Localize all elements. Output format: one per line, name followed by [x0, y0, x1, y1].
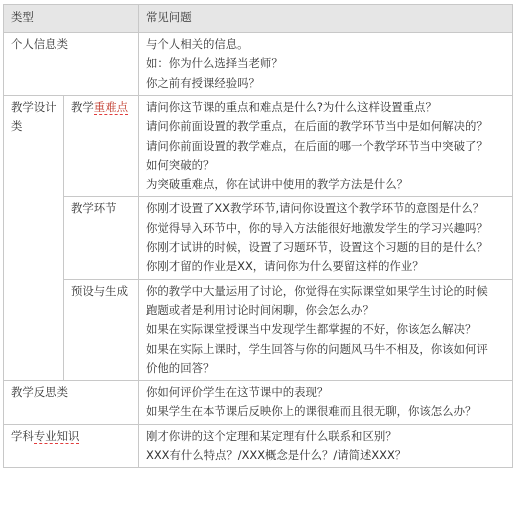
question-line: 请问你前面设置的教学难点，在后面的哪一个教学环节当中突破了？ — [146, 138, 488, 153]
question-line: 如果在实际上课时，学生回答与你的问题风马牛不相及，你该如何评 — [146, 341, 488, 356]
question-line: 跑题或者是利用讨论时间闲聊，你会怎么办？ — [146, 302, 374, 317]
question-line: 你刚才试讲的时候，设置了习题环节，设置这个习题的目的是什么？ — [146, 240, 488, 255]
category-personal: 个人信息类 — [4, 33, 139, 96]
subcategory-keypoints — [64, 96, 139, 197]
subcategory-keypoints-prefix: 教学 — [71, 100, 94, 114]
question-line: 与个人相关的信息。 — [146, 37, 249, 51]
category-design-label: 教学设计 — [11, 100, 57, 114]
table-row-design-preset — [4, 279, 513, 380]
question-line: 你如何评价学生在这节课中的表现？ — [146, 385, 329, 400]
question-line: 请问你前面设置的教学重点，在后面的教学环节当中是如何解决的？ — [146, 119, 488, 134]
question-line: 为突破重难点，你在试讲中使用的教学方法是什么？ — [146, 177, 409, 192]
questions-preset — [139, 279, 513, 380]
questions-keypoints — [139, 96, 513, 197]
question-line: 如果学生在本节课后反映你上的课很难而且很无聊，你该怎么办？ — [146, 404, 477, 419]
category-design — [4, 96, 64, 381]
question-line: 如何突破的？ — [146, 157, 215, 172]
questions-personal — [139, 33, 513, 96]
questions-steps — [139, 197, 513, 279]
category-subject-prefix: 学科 — [11, 428, 34, 443]
questions-subject — [139, 424, 513, 468]
table-row-personal — [4, 33, 513, 96]
header-questions: 常见问题 — [139, 5, 513, 33]
subcategory-preset: 预设与生成 — [64, 279, 139, 380]
table-row-reflection — [4, 381, 513, 425]
question-line: 你的教学中大量运用了讨论，你觉得在实际课堂如果学生讨论的时候 — [146, 283, 488, 298]
question-line: 你刚才留的作业是XX，请问你为什么要留这样的作业？ — [146, 259, 424, 274]
table-row-subject — [4, 424, 513, 468]
question-line: 如果在实际课堂授课当中发现学生都掌握的不好，你该怎么解决？ — [146, 322, 477, 337]
question-line: 如：你为什么选择当老师？ — [146, 56, 283, 71]
table-header-row — [4, 5, 513, 33]
question-line: 价他的回答？ — [146, 360, 215, 375]
question-line: 请问你这节课的重点和难点是什么?为什么这样设置重点？ — [146, 100, 437, 114]
category-subject-highlight: 专业知识 — [33, 428, 80, 443]
table-row-design-keypoints — [4, 96, 513, 197]
question-line: 你之前有授课经验吗？ — [146, 75, 260, 90]
question-line: XXX有什么特点？/XXX概念是什么？/请简述XXX？ — [146, 448, 407, 463]
category-design-label-suffix: 类 — [11, 119, 23, 134]
question-line: 你刚才设置了XX教学环节,请问你设置这个教学环节的意图是什么？ — [146, 201, 485, 216]
question-type-table — [3, 4, 513, 468]
table-row-design-steps — [4, 197, 513, 279]
category-reflection: 教学反思类 — [4, 381, 139, 425]
question-line: 刚才你讲的这个定理和某定理有什么联系和区别？ — [146, 428, 397, 443]
questions-reflection — [139, 381, 513, 425]
subcategory-steps: 教学环节 — [64, 197, 139, 279]
header-type: 类型 — [4, 5, 139, 33]
subcategory-keypoints-highlight: 重难点 — [93, 100, 128, 114]
question-line: 你觉得导入环节中，你的导入方法能很好地激发学生的学习兴趣吗？ — [146, 220, 488, 235]
category-subject — [4, 424, 139, 468]
